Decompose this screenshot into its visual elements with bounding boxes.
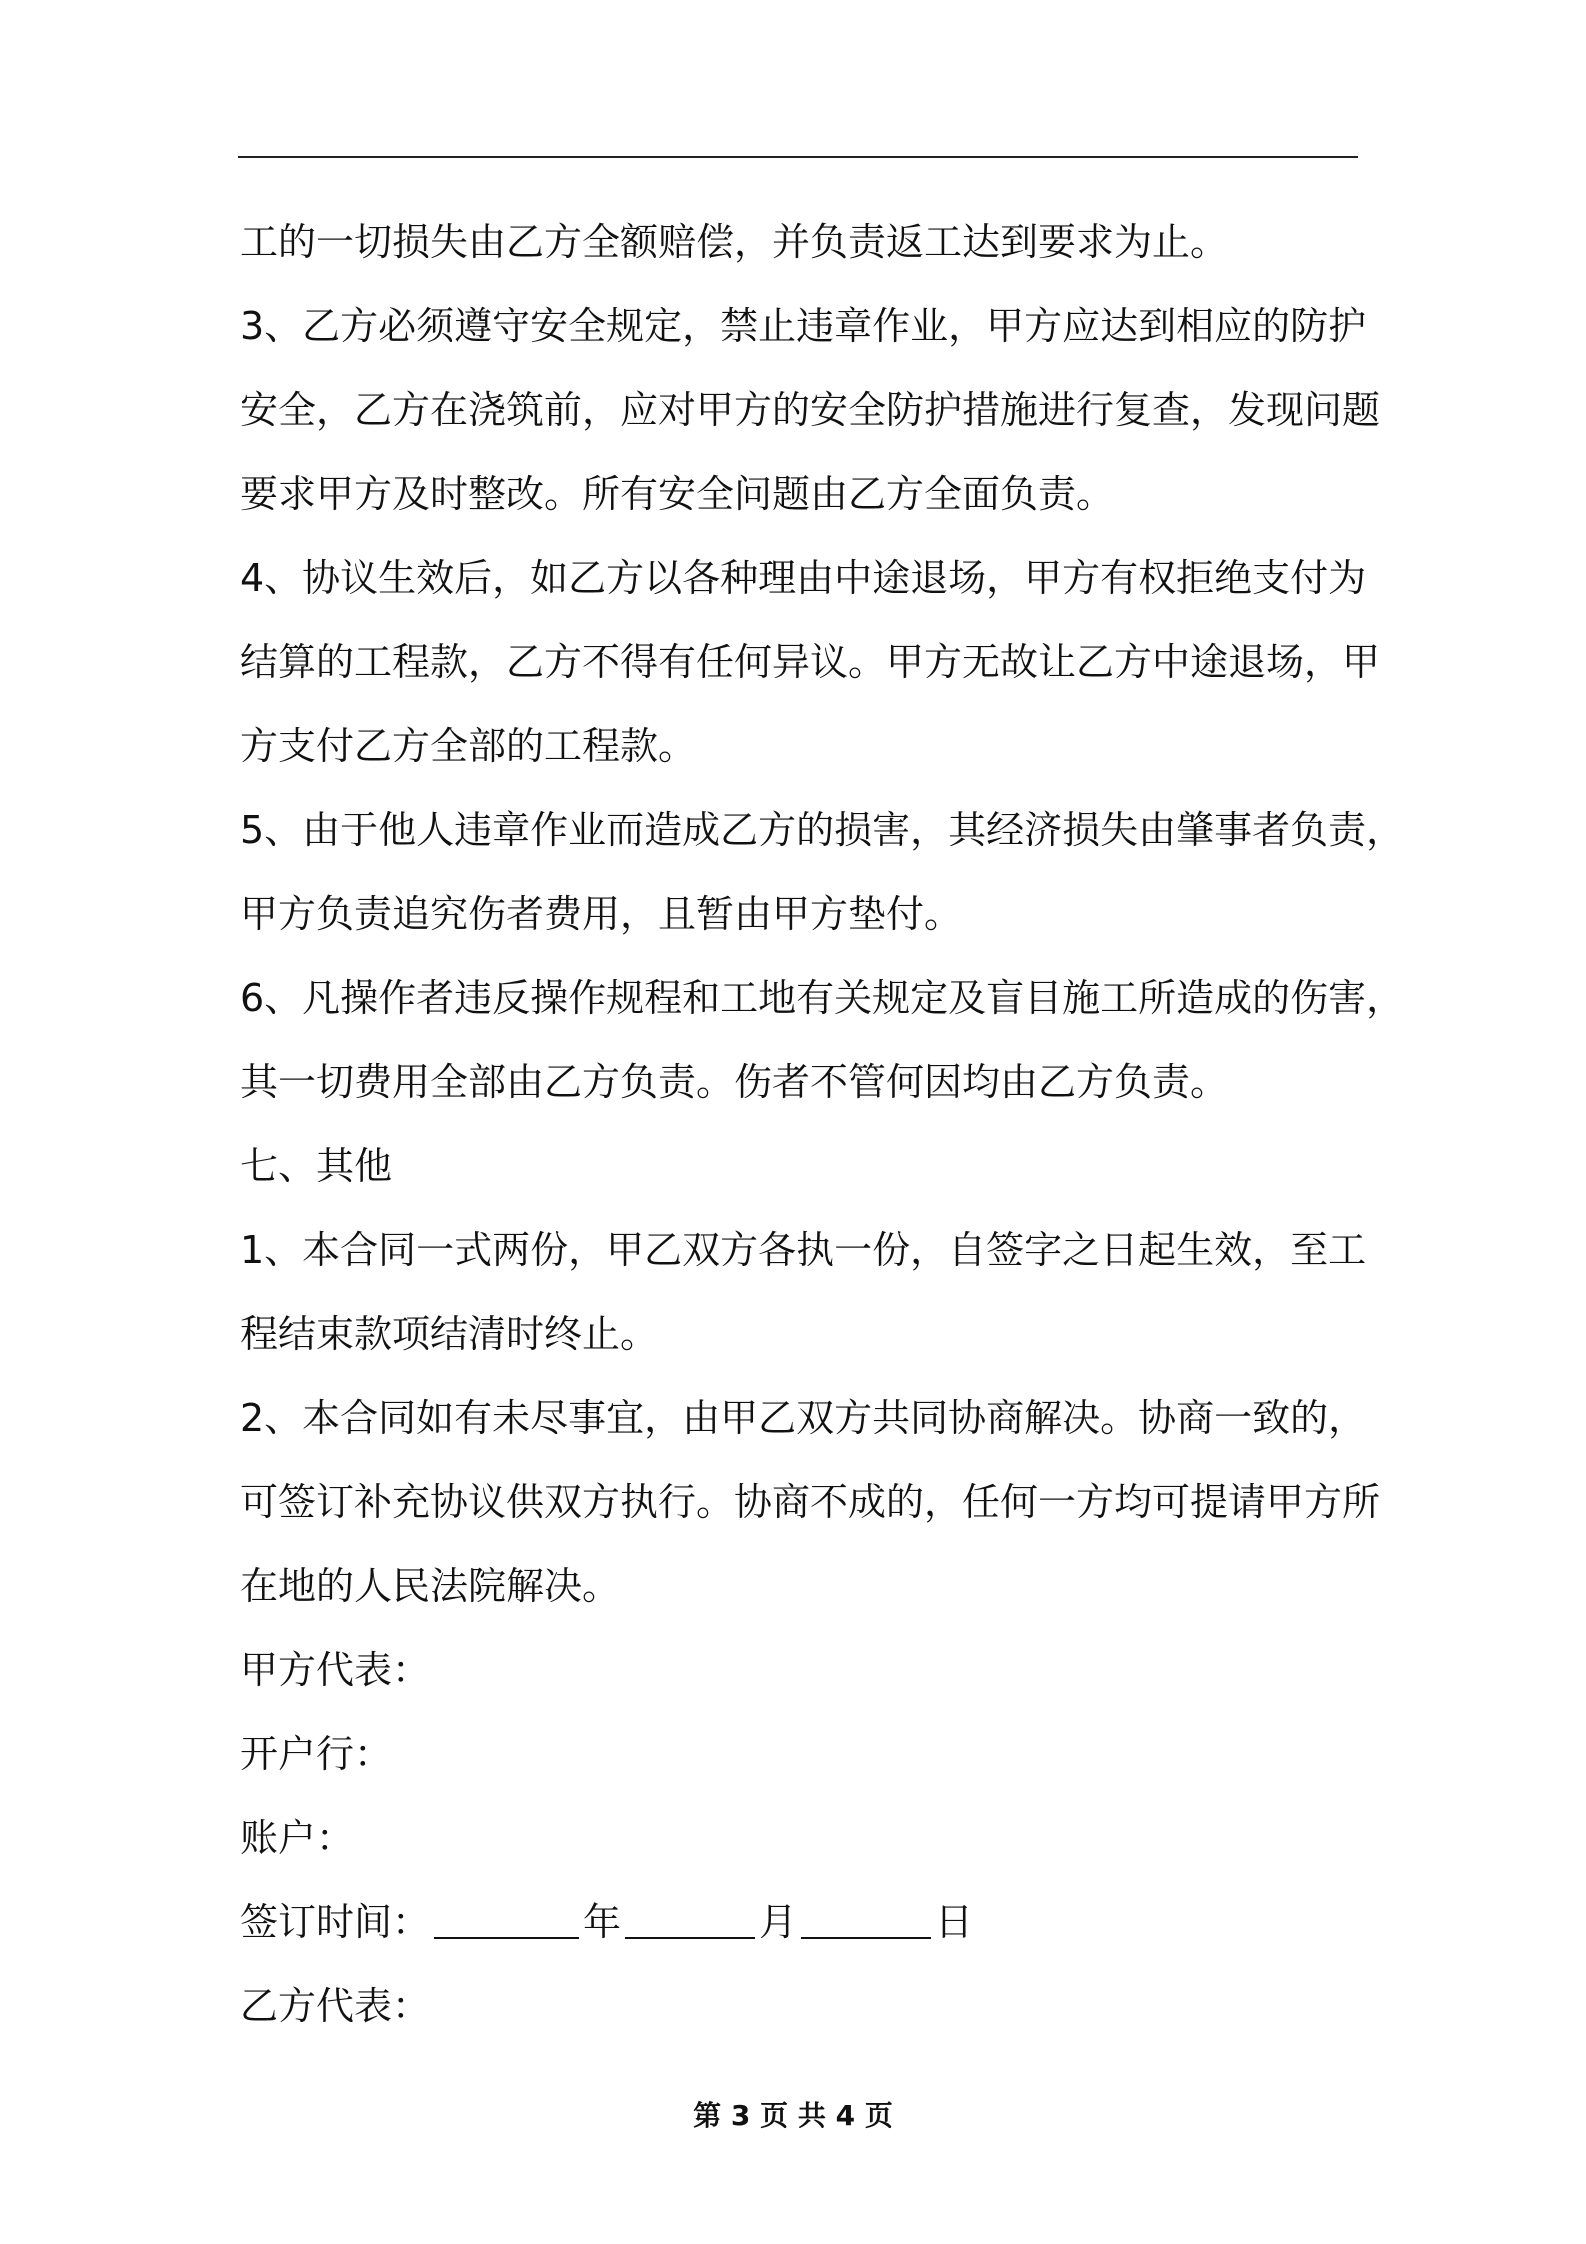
paragraph-line: 1、本合同一式两份，甲乙双方各执一份，自签字之日起生效，至工 bbox=[240, 1228, 1367, 1272]
page-footer: 第 3 页 共 4 页 bbox=[693, 2099, 893, 2132]
paragraph-line: 方支付乙方全部的工程款。 bbox=[240, 724, 697, 768]
contract-body bbox=[240, 200, 1405, 2048]
month-label: 月 bbox=[759, 1900, 798, 1944]
sign-date-row bbox=[240, 1880, 1380, 1964]
day-label: 日 bbox=[935, 1900, 974, 1944]
account-label: 账户： bbox=[240, 1816, 355, 1860]
bank-label: 开户行： bbox=[240, 1732, 393, 1776]
paragraph-line: 5、由于他人违章作业而造成乙方的损害，其经济损失由肇事者负责， bbox=[240, 808, 1405, 852]
paragraph-line: 4、协议生效后，如乙方以各种理由中途退场，甲方有权拒绝支付为 bbox=[240, 556, 1367, 600]
year-label: 年 bbox=[583, 1900, 622, 1944]
header-rule bbox=[238, 156, 1358, 158]
section-heading-other: 七、其他 bbox=[240, 1144, 393, 1188]
paragraph-line: 其一切费用全部由乙方负责。伤者不管何因均由乙方负责。 bbox=[240, 1060, 1229, 1104]
paragraph-line: 工的一切损失由乙方全额赔偿，并负责返工达到要求为止。 bbox=[240, 220, 1229, 264]
paragraph-line: 6、凡操作者违反操作规程和工地有关规定及盲目施工所造成的伤害， bbox=[240, 976, 1405, 1020]
paragraph-line: 结算的工程款，乙方不得有任何异议。甲方无故让乙方中途退场，甲 bbox=[240, 640, 1381, 684]
paragraph-line: 安全，乙方在浇筑前，应对甲方的安全防护措施进行复查，发现问题 bbox=[240, 388, 1381, 432]
paragraph-line: 2、本合同如有未尽事宜，由甲乙双方共同协商解决。协商一致的， bbox=[240, 1396, 1367, 1440]
party-a-rep-label: 甲方代表： bbox=[240, 1648, 431, 1692]
day-blank bbox=[801, 1897, 931, 1939]
paragraph-line: 程结束款项结清时终止。 bbox=[240, 1312, 659, 1356]
paragraph-line: 可签订补充协议供双方执行。协商不成的，任何一方均可提请甲方所 bbox=[240, 1480, 1381, 1524]
paragraph-line: 在地的人民法院解决。 bbox=[240, 1564, 621, 1608]
party-b-rep-label: 乙方代表： bbox=[240, 1984, 431, 2028]
sign-date-label: 签订时间： bbox=[240, 1900, 431, 1944]
month-blank bbox=[625, 1897, 755, 1939]
paragraph-line: 要求甲方及时整改。所有安全问题由乙方全面负责。 bbox=[240, 472, 1115, 516]
paragraph-line: 3、乙方必须遵守安全规定，禁止违章作业，甲方应达到相应的防护 bbox=[240, 304, 1367, 348]
paragraph-line: 甲方负责追究伤者费用，且暂由甲方垫付。 bbox=[240, 892, 963, 936]
year-blank bbox=[434, 1897, 579, 1939]
